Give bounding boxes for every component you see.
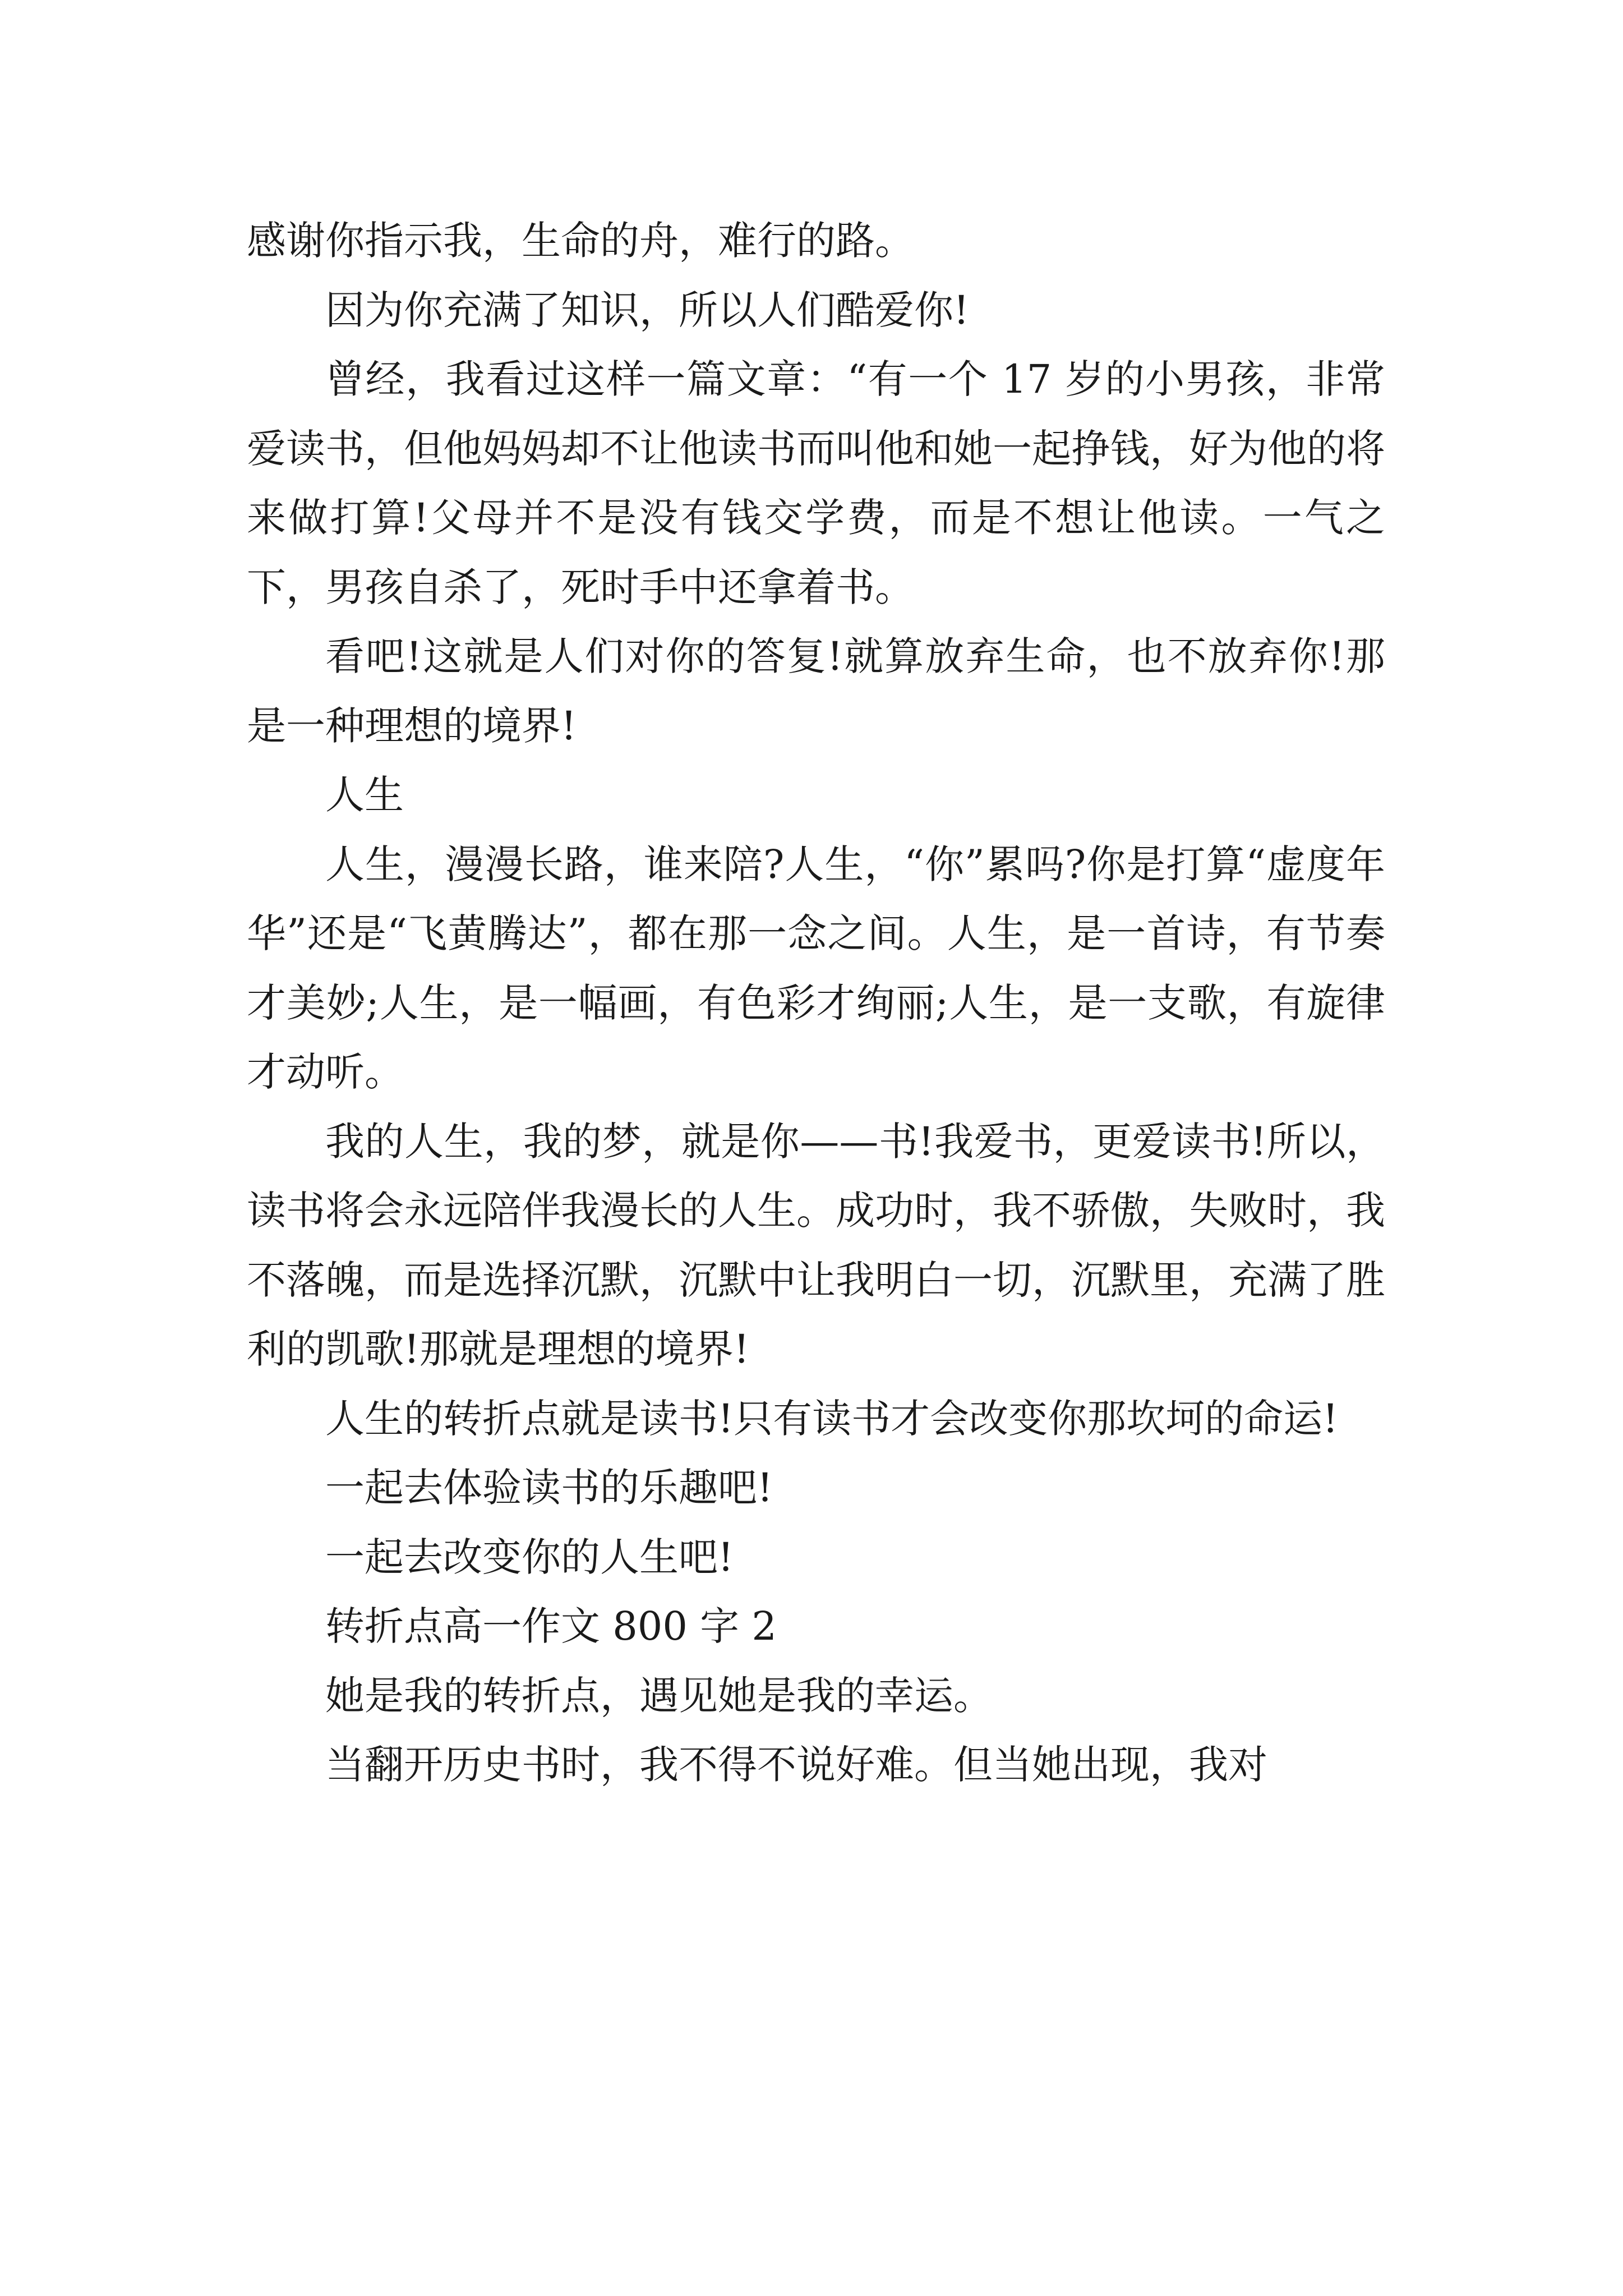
paragraph: 看吧!这就是人们对你的答复!就算放弃生命，也不放弃你!那是一种理想的境界! <box>247 633 1385 749</box>
paragraph: 因为你充满了知识，所以人们酷爱你! <box>325 287 970 333</box>
paragraph: 一起去改变你的人生吧! <box>325 1534 734 1580</box>
paragraph: 她是我的转折点，遇见她是我的幸运。 <box>325 1672 993 1719</box>
essay-title: 转折点高一作文 800 字 2 <box>325 1603 777 1649</box>
paragraph: 一起去体验读书的乐趣吧! <box>325 1465 773 1511</box>
paragraph: 感谢你指示我，生命的舟，难行的路。 <box>247 218 914 264</box>
paragraph: 我的人生，我的梦，就是你——书!我爱书，更爱读书!所以，读书将会永远陪伴我漫长的人生。成功时，我不骄傲，失败时，我不落魄，而是选择沉默，沉默中让我明白一切，沉默里，充满了胜利的凯歌!那就是理想的境界! <box>247 1118 1385 1372</box>
paragraph: 当翻开历史书时，我不得不说好难。但当她出现，我对 <box>325 1742 1267 1788</box>
paragraph: 人生的转折点就是读书!只有读书才会改变你那坎坷的命运! <box>325 1395 1339 1442</box>
paragraph: 曾经，我看过这样一篇文章：“有一个 17 岁的小男孩，非常爱读书，但他妈妈却不让他读书而叫他和她一起挣钱，好为他的将来做打算!父母并不是没有钱交学费，而是不想让他读。一气之下，男孩自杀了，死时手中还拿着书。 <box>247 356 1385 610</box>
section-heading: 人生 <box>325 772 404 818</box>
document-body <box>247 206 1385 1800</box>
paragraph: 人生，漫漫长路，谁来陪?人生，“你”累吗?你是打算“虚度年华”还是“飞黄腾达”，都在那一念之间。人生，是一首诗，有节奏才美妙;人生，是一幅画，有色彩才绚丽;人生，是一支歌，有旋律才动听。 <box>247 841 1385 1095</box>
